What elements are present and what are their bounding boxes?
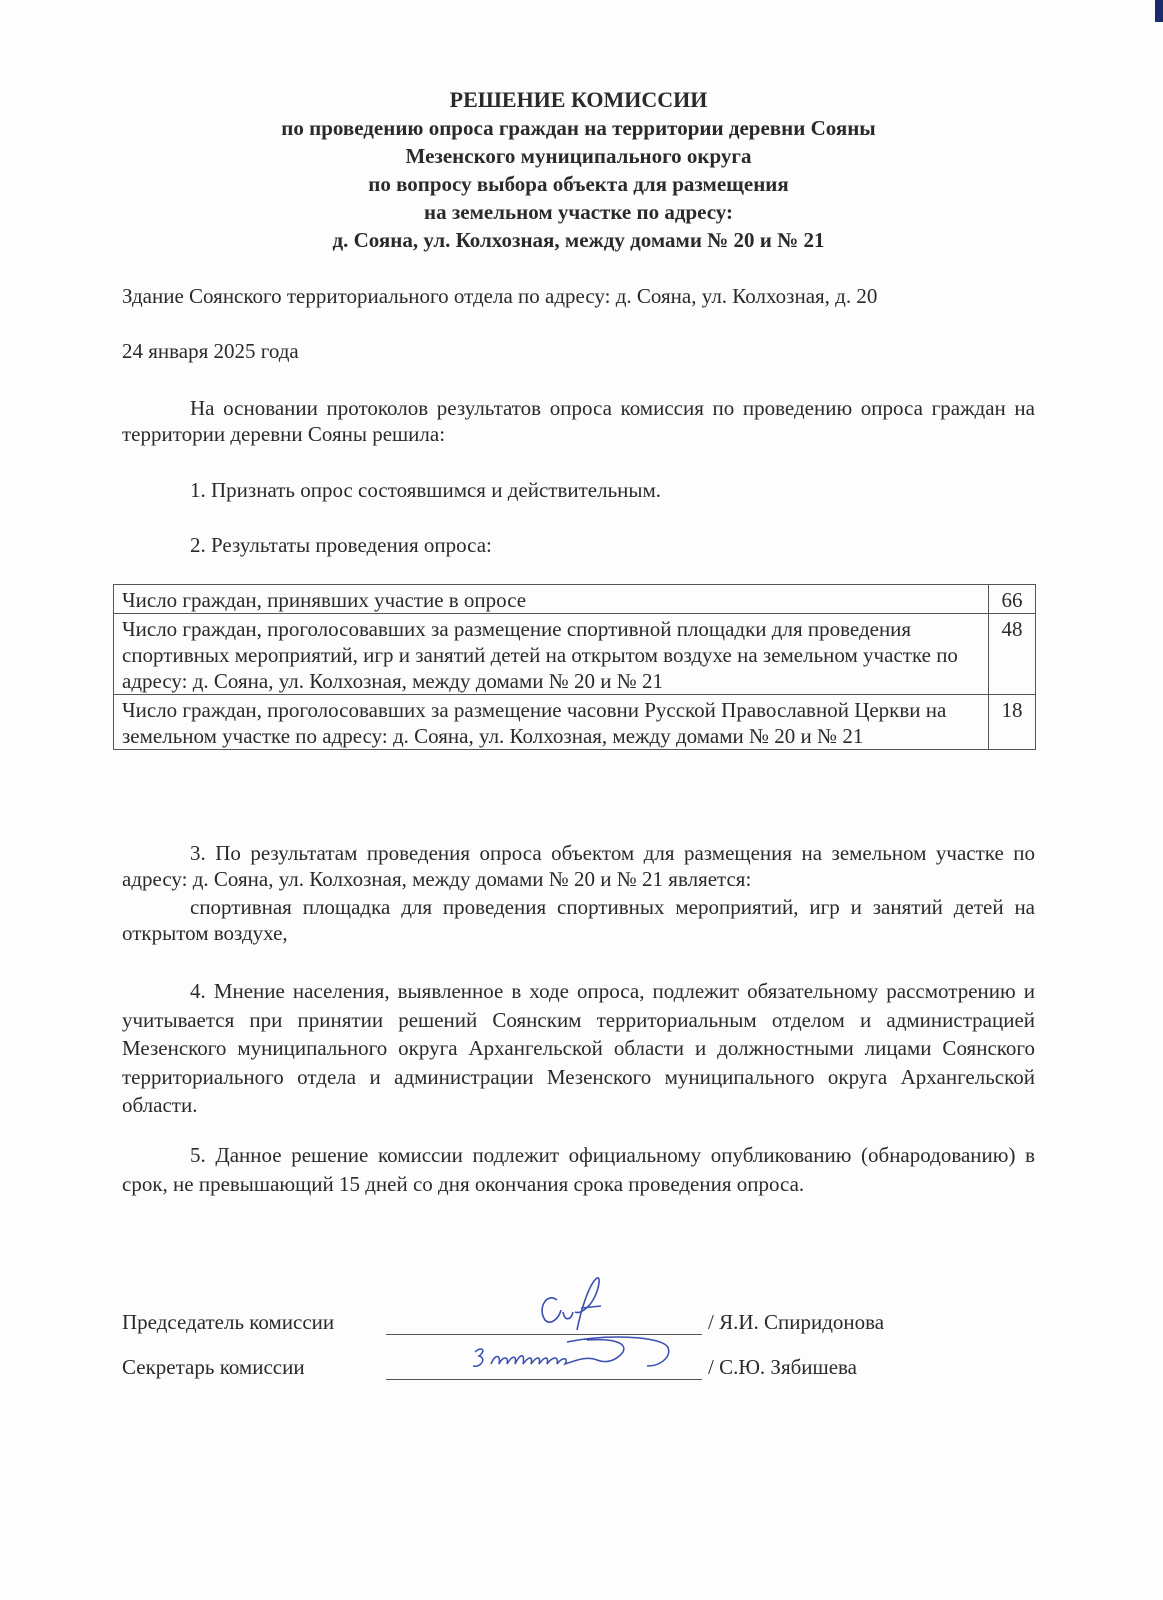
title-line: д. Сояна, ул. Колхозная, между домами № 20 и № 21 [332, 228, 825, 252]
item-3: 3. По результатам проведения опроса объектом для размещения на земельном участке по адресу: д. Сояна, ул. Колхозная, между домами № 20 и № 21 является: [122, 841, 1035, 891]
item-3-result: спортивная площадка для проведения спортивных мероприятий, игр и занятий детей на открытом воздухе, [122, 895, 1035, 945]
meeting-date: 24 января 2025 года [122, 339, 299, 363]
title-main: РЕШЕНИЕ КОМИССИИ [449, 87, 708, 112]
row-label: Число граждан, проголосовавших за размещение спортивной площадки для проведения спортивных мероприятий, игр и занятий детей на открытом воздухе на земельном участке по адресу: д. Сояна, ул. Колхозная, между домами № 20 и № 21 [114, 614, 989, 695]
table-row [114, 585, 1036, 614]
title-line: Мезенского муниципального округа [405, 144, 752, 168]
row-value: 66 [989, 585, 1036, 614]
signer-role: Председатель комиссии [122, 1310, 335, 1334]
signature-row-secretary [122, 1355, 1035, 1385]
item-2: 2. Результаты проведения опроса: [190, 533, 492, 557]
title-line: по вопросу выбора объекта для размещения [368, 172, 789, 196]
item-1: 1. Признать опрос состоявшимся и действительным. [190, 478, 662, 502]
signer-name: / С.Ю. Зябишева [708, 1355, 857, 1379]
row-label: Число граждан, принявших участие в опросе [114, 585, 989, 614]
title-line: на земельном участке по адресу: [424, 200, 733, 224]
document-title [122, 86, 1035, 254]
table-row [114, 695, 1036, 750]
signer-role: Секретарь комиссии [122, 1355, 305, 1379]
row-value: 18 [989, 695, 1036, 750]
title-line: по проведению опроса граждан на территории деревни Сояны [281, 116, 876, 140]
scan-edge-mark [1155, 0, 1163, 22]
signer-name: / Я.И. Спиридонова [708, 1310, 885, 1334]
item-4: 4. Мнение населения, выявленное в ходе опроса, подлежит обязательному рассмотрению и учитывается при принятии решений Соянским территориальным отделом и администрацией Мезенского муниципального округа Архангельской области и должностными лицами Соянского территориального отдела и администрации Мезенского муниципального округа Архангельской области. [122, 979, 1035, 1117]
signature-secretary [467, 1330, 682, 1380]
meeting-location: Здание Соянского территориального отдела по адресу: д. Сояна, ул. Колхозная, д. 20 [122, 284, 878, 308]
table-row [114, 614, 1036, 695]
intro-paragraph: На основании протоколов результатов опроса комиссия по проведению опроса граждан на территории деревни Сояны решила: [122, 396, 1035, 446]
item-5: 5. Данное решение комиссии подлежит официальному опубликованию (обнародованию) в срок, не превышающий 15 дней со дня окончания срока проведения опроса. [122, 1143, 1035, 1196]
row-label: Число граждан, проголосовавших за размещение часовни Русской Православной Церкви на земельном участке по адресу: д. Сояна, ул. Колхозная, между домами № 20 и № 21 [114, 695, 989, 750]
results-table [113, 584, 1036, 750]
row-value: 48 [989, 614, 1036, 695]
